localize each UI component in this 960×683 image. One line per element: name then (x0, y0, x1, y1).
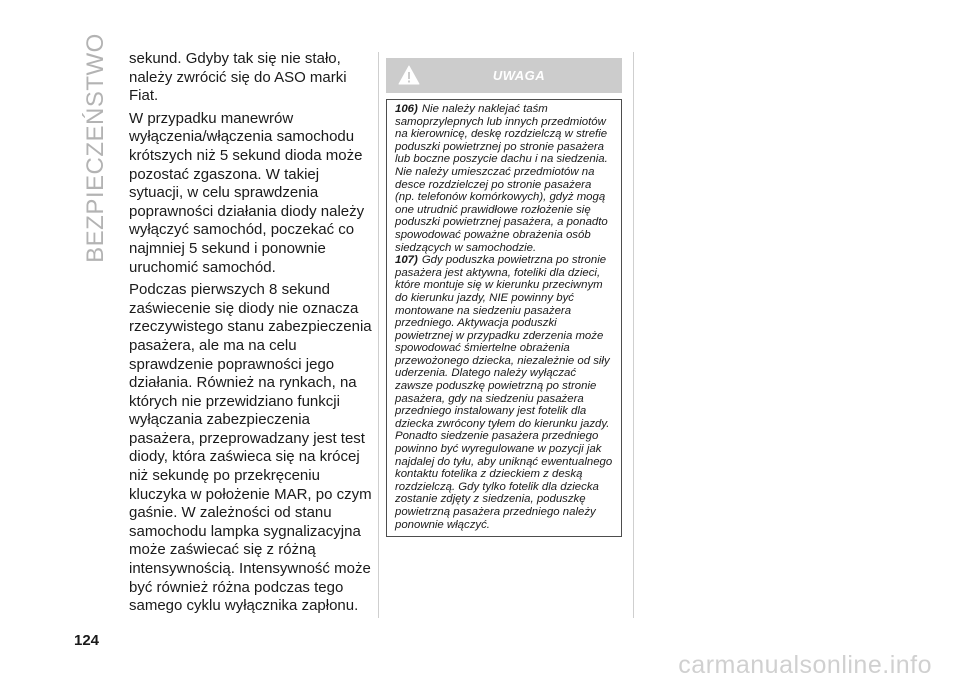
section-title-text: BEZPIECZEŃSTWO (82, 33, 109, 263)
paragraph: Podczas pierwszych 8 sekund zaświecenie się diody nie oznacza rzeczywistego stanu zabezpieczenia pasażera, ale ma na celu sprawdzenie poprawności jego działania. Również na rynkach, na których nie przewidziano funkcji wyłączania zabezpieczenia pasażera, przeprowadzany jest test diody, która zaświeca się na krócej niż sekundę po przekręceniu kluczyka w położenie MAR, po czym gaśnie. W zależności od stanu samochodu lampka sygnalizacyjna może zaświecać się z różną intensywnością. Intensywność może być również różna podczas tego samego cyklu wyłącznika zapłonu. (129, 281, 372, 615)
warning-header (386, 58, 622, 93)
warning-item-text: Gdy poduszka powietrzna po stronie pasażera jest aktywna, foteliki dla dzieci, które montuje się w kierunku przeciwnym do kierunku jazdy, NIE powinny być montowane na siedzeniu pasażera przedniego. Aktywacja poduszki powietrznej w przypadku zderzenia może spowodować śmiertelne obrażenia przewożonego dziecka, niezależnie od siły uderzenia. Dlatego należy wyłączać zawsze poduszkę powietrzną po stronie pasażera, gdy na siedzeniu pasażera przedniego instalowany jest fotelik dla dziecka zwrócony tyłem do kierunku jazdy. Ponadto siedzenie pasażera przedniego powinno być wyregulowane w pozycji jak najdalej do tyłu, aby uniknąć ewentualnego kontaktu fotelika z dzieckiem z deską rozdzielczą. Gdy tylko fotelik dla dziecka zostanie zdjęty z siedzenia, poduszkę powietrzną pasażera przedniego należy ponownie włączyć. (395, 254, 613, 531)
warning-item-number: 106) (395, 103, 418, 115)
warning-item-number: 107) (395, 254, 418, 267)
page-number: 124 (74, 632, 100, 649)
warning-item-text: Nie należy naklejać taśm samoprzylepnych lub innych przedmiotów na kierownicę, deskę rozdzielczą w strefie poduszki powietrznej po stronie pasażera lub boczne poszycie dachu i na siedzenia. Nie należy umieszczać przedmiotów na desce rozdzielczej po stronie pasażera (np. telefonów komórkowych), gdyż mogą one utrudnić prawidłowe rozłożenie się poduszki powietrznej pasażera, a ponadto spowodować poważne obrażenia osób siedzących w samochodzie. (395, 103, 608, 254)
paragraph: W przypadku manewrów wyłączenia/włączenia samochodu krótszych niż 5 sekund dioda może pozostać zgaszona. W takiej sytuacji, w celu sprawdzenia poprawności działania diody należy wyłączyć samochód, poczekać co najmniej 5 sekund i ponownie uruchomić samochód. (129, 109, 365, 276)
warning-triangle-icon (398, 64, 420, 86)
section-title (78, 33, 114, 263)
warning-body (386, 99, 622, 537)
watermark: carmanualsonline.info (678, 651, 932, 679)
warning-title: UWAGA (492, 68, 546, 83)
column-divider-left (378, 52, 379, 618)
left-column (129, 50, 374, 620)
warning-item (395, 103, 613, 254)
warning-box (386, 58, 622, 537)
warning-item (395, 254, 613, 531)
paragraph: sekund. Gdyby tak się nie stało, należy zwrócić się do ASO marki Fiat. (129, 50, 347, 105)
column-divider-right (633, 52, 634, 618)
